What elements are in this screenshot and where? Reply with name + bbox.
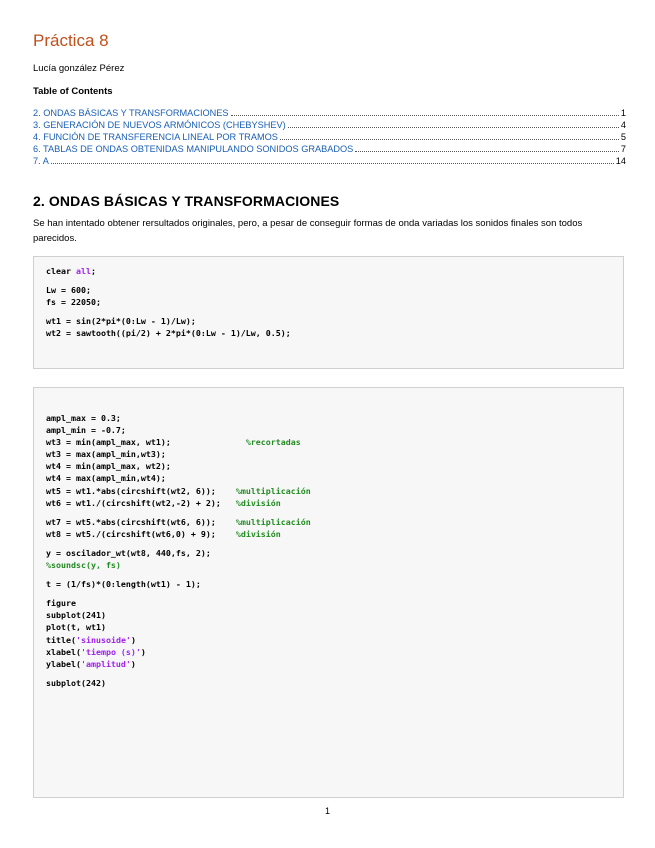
table-of-contents: [33, 107, 626, 167]
code-line: [46, 559, 623, 571]
page-number: 1: [324, 806, 330, 816]
code-comment: %recortadas: [245, 437, 301, 448]
toc-leader: [355, 150, 619, 152]
code-line: [46, 609, 623, 621]
code-comment: %división: [235, 528, 281, 539]
code-line: [46, 472, 623, 484]
code-text: figure: [46, 598, 76, 609]
code-blank-line: [46, 590, 623, 597]
toc-entry-page: 5: [620, 132, 626, 142]
code-text: title(: [46, 634, 76, 645]
code-blank-line: [46, 308, 623, 315]
code-text: wt8 = wt5./(circshift(wt6,0) + 9);: [46, 528, 236, 539]
toc-entry-page: 1: [620, 108, 626, 118]
code-line: [46, 597, 623, 609]
code-comment: %multiplicación: [235, 516, 311, 527]
code-text: wt6 = wt1./(circshift(wt2,-2) + 2);: [46, 497, 236, 508]
code-line: [46, 436, 623, 448]
code-text: wt5 = wt1.*abs(circshift(wt2, 6));: [46, 485, 236, 496]
code-line: [46, 677, 623, 689]
code-line: [46, 284, 623, 296]
code-line: [46, 412, 623, 424]
code-block: [33, 256, 624, 369]
toc-entry-page: 4: [620, 120, 626, 130]
code-line: [46, 448, 623, 460]
code-text: ): [130, 634, 136, 645]
code-line: [46, 265, 623, 277]
toc-entry-label[interactable]: 4. FUNCIÓN DE TRANSFERENCIA LINEAL POR TRAMOS: [33, 132, 278, 142]
code-text: wt2 = sawtooth((pi/2) + 2*pi*(0:Lw - 1)/Lw, 0.5);: [46, 328, 291, 339]
code-blank-line: [46, 670, 623, 677]
toc-entry-page: 14: [615, 156, 626, 166]
code-text: ;: [90, 266, 96, 276]
code-blank-line: [46, 571, 623, 578]
code-comment: %multiplicación: [235, 485, 311, 496]
toc-entry[interactable]: [33, 119, 626, 131]
code-text: y = oscilador_wt(wt8, 440,fs, 2);: [46, 547, 211, 558]
code-text: xlabel(: [46, 646, 81, 657]
code-block: [33, 387, 624, 798]
author-name: Lucía gonzález Pérez: [33, 63, 125, 74]
code-line: [46, 621, 623, 633]
code-keyword: all: [75, 266, 91, 276]
code-text: ampl_min = -0.7;: [46, 425, 126, 436]
code-text: ampl_max = 0.3;: [46, 413, 121, 423]
toc-entry-label[interactable]: 7. A: [33, 156, 49, 166]
code-line: [46, 327, 623, 339]
code-text: clear: [46, 266, 76, 276]
code-line: [46, 516, 623, 528]
code-comment: %división: [235, 497, 281, 508]
code-line: [46, 547, 623, 559]
code-line: [46, 497, 623, 509]
code-blank-line: [46, 277, 623, 284]
toc-leader: [280, 138, 619, 140]
code-keyword: 'tiempo (s)': [80, 646, 141, 657]
code-text: subplot(242): [46, 677, 106, 688]
toc-entry-label[interactable]: 6. TABLAS DE ONDAS OBTENIDAS MANIPULANDO SONIDOS GRABADOS: [33, 144, 354, 154]
toc-entry[interactable]: [33, 155, 626, 167]
code-text: wt1 = sin(2*pi*(0:Lw - 1)/Lw);: [46, 316, 196, 327]
code-line: [46, 485, 623, 497]
code-text: wt4 = min(ampl_max, wt2);: [46, 461, 171, 472]
code-text: ): [140, 646, 146, 657]
toc-entry-label[interactable]: 2. ONDAS BÁSICAS Y TRANSFORMACIONES: [33, 108, 229, 118]
code-comment: %soundsc(y, fs): [46, 560, 121, 571]
code-line: [46, 296, 623, 308]
section-paragraph: Se han intentado obtener rersultados originales, pero, a pesar de conseguir formas de onda variadas los sonidos finales son todos parecidos.: [33, 218, 583, 244]
code-text: Lw = 600;: [46, 285, 91, 296]
toc-heading: Table of Contents: [33, 86, 113, 97]
code-line: [46, 424, 623, 436]
code-text: subplot(241): [46, 610, 106, 621]
toc-leader: [231, 114, 619, 116]
code-text: ): [130, 658, 136, 669]
code-text: ylabel(: [46, 658, 81, 669]
toc-entry[interactable]: [33, 143, 626, 155]
section-heading: 2. ONDAS BÁSICAS Y TRANSFORMACIONES: [33, 193, 340, 209]
toc-entry-page: 7: [620, 144, 626, 154]
code-text: wt4 = max(ampl_min,wt4);: [46, 473, 166, 484]
code-line: [46, 634, 623, 646]
code-text: fs = 22050;: [46, 297, 101, 308]
code-text: wt3 = min(ampl_max, wt1);: [46, 437, 246, 448]
document-title: Práctica 8: [33, 31, 109, 50]
code-line: [46, 460, 623, 472]
code-text: plot(t, wt1): [46, 622, 106, 633]
code-line: [46, 646, 623, 658]
code-blank-line: [46, 540, 623, 547]
code-keyword: 'sinusoide': [75, 634, 131, 645]
code-text: t = (1/fs)*(0:length(wt1) - 1);: [46, 579, 201, 590]
toc-entry[interactable]: [33, 107, 626, 119]
code-text: wt7 = wt5.*abs(circshift(wt6, 6));: [46, 516, 236, 527]
toc-entry[interactable]: [33, 131, 626, 143]
code-line: [46, 658, 623, 670]
code-line: [46, 528, 623, 540]
toc-leader: [51, 162, 614, 164]
code-keyword: 'amplitud': [80, 658, 131, 669]
code-text: wt3 = max(ampl_min,wt3);: [46, 449, 166, 460]
code-line: [46, 315, 623, 327]
toc-entry-label[interactable]: 3. GENERACIÓN DE NUEVOS ARMÓNICOS (CHEBYSHEV): [33, 120, 286, 130]
code-blank-line: [46, 509, 623, 516]
code-line: [46, 578, 623, 590]
toc-leader: [288, 126, 619, 128]
